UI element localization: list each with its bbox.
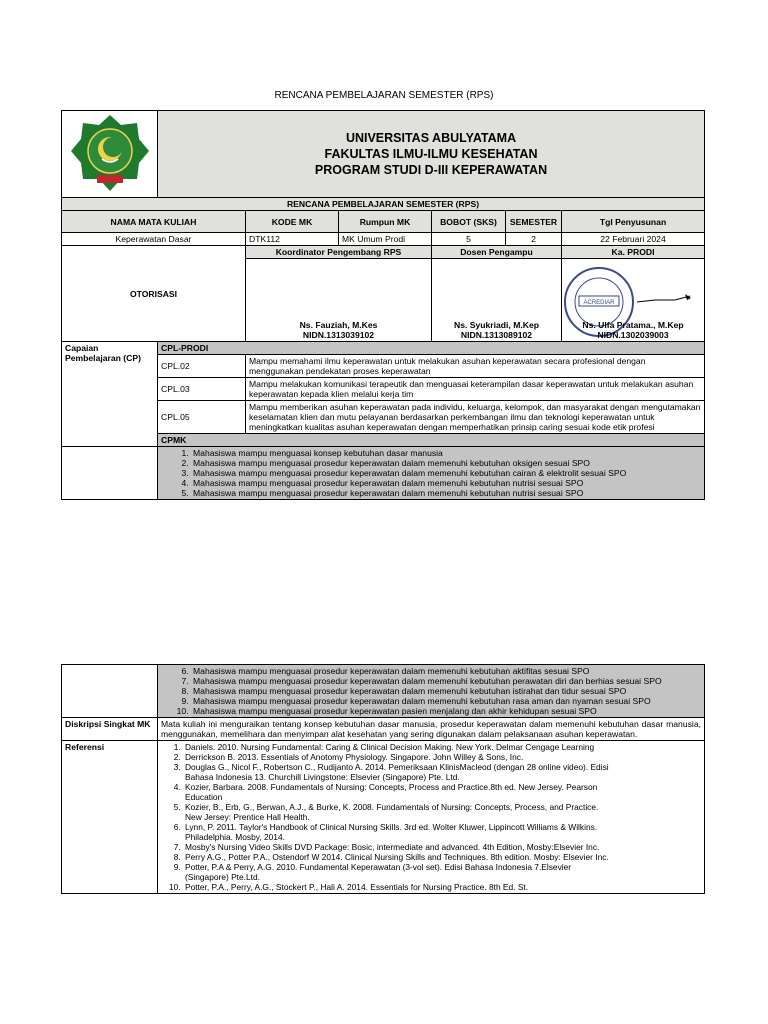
list-item: 5. Kozier, B., Erb, G., Berwan, A.J., & Burke, K. 2008. Fundamentals of Nursing: Concepts, Process, and Practice. New Jersey: Prentice Hall Health. — [183, 802, 614, 822]
cpl-text: Mampu memahami ilmu keperawatan untuk melakukan asuhan keperawatan secara profesional dengan menggunakan pendekatan proses keperawatan — [246, 355, 705, 378]
list-item: 4. Kozier, Barbara. 2008. Fundamentals of Nursing: Concepts, Process and Practice.8th ed. New Jersey. Pearson Education — [183, 782, 614, 802]
kaprodi-label: Ka. PRODI — [562, 246, 705, 259]
cpl-prodi-label: CPL-PRODI — [158, 342, 705, 355]
koordinator-nidn: NIDN.1313039102 — [302, 330, 375, 340]
list-item: 10. Mahasiswa mampu menguasai prosedur keperawatan pasien menjalang dan akhir kehidupan sesuai SPO — [191, 706, 701, 716]
cpmk-left-blank — [62, 665, 158, 718]
koordinator-label: Koordinator Pengembang RPS — [246, 246, 432, 259]
kaprodi-nidn: NIDN.1302039003 — [597, 330, 669, 340]
list-item: 2. Mahasiswa mampu menguasai prosedur keperawatan dalam memenuhi kebutuhan oksigen sesuai SPO — [191, 458, 701, 468]
university-logo-icon — [69, 113, 151, 193]
course-tgl: 22 Februari 2024 — [562, 233, 705, 246]
col-semester: SEMESTER — [506, 211, 562, 233]
course-kode: DTK112 — [246, 233, 339, 246]
col-nama-mk: NAMA MATA KULIAH — [62, 211, 246, 233]
list-item: 5. Mahasiswa mampu menguasai prosedur keperawatan dalam memenuhi kebutuhan nutrisi sesuai SPO — [191, 488, 701, 498]
col-kode-mk: KODE MK — [246, 211, 339, 233]
university-header — [158, 111, 705, 198]
referensi-list — [158, 741, 705, 894]
cpl-code: CPL.02 — [158, 355, 246, 378]
list-item: 8. Perry A.G., Potter P.A., Ostendorf W 2014. Clinical Nursing Skills and Techniques. 8th edition. Mosby: Elsevier Inc. — [183, 852, 614, 862]
col-rumpun-mk: Rumpun MK — [339, 211, 432, 233]
course-bobot: 5 — [432, 233, 506, 246]
cpl-text: Mampu melakukan komunikasi terapeutik dan menguasai keterampilan dasar keperawatan untuk melakukan asuhan keperawatan kepada klien melalui kerja tim — [246, 378, 705, 401]
deskripsi-label: Diskripsi Singkat MK — [62, 718, 158, 741]
rps-row-title: RENCANA PEMBELAJARAN SEMESTER (RPS) — [62, 198, 705, 211]
deskripsi-text: Mata kuliah ini menguraikan tentang konsep kebutuhan dasar manusia, prosedur keperawatan dalam memenuhi kebutuhan dasar manusia, menggunakan, memelihara dan menyimpan alat kesehatan yang sering digunakan dalam pelaksanaan asuhan keperawatan. — [158, 718, 705, 741]
list-item: 6. Mahasiswa mampu menguasai prosedur keperawatan dalam memenuhi kebutuhan aktifitas sesuai SPO — [191, 666, 701, 676]
logo-cell — [62, 111, 158, 198]
course-nama: Keperawatan Dasar — [62, 233, 246, 246]
koordinator-signature — [246, 259, 432, 342]
kaprodi-name: Ns. Ulfa Pratama., M.Kep — [582, 320, 684, 330]
cpl-text: Mampu memberikan asuhan keperawatan pada individu, keluarga, kelompok, dan masyarakat dengan mengutamakan keselamatan klien dan mutu pelayanan berdasarkan perkembangan ilmu dan teknologi keperawatan untuk meningkatkan kualitas asuhan keperawatan dengan memperhatikan prinsip caring sesuai kode etik profesi — [246, 401, 705, 434]
list-item: 3. Mahasiswa mampu menguasai prosedur keperawatan dalam memenuhi kebutuhan cairan & elektrolit sesuai SPO — [191, 468, 701, 478]
stamp-center-text: ACREDIAR — [583, 300, 615, 306]
kaprodi-signature — [562, 259, 705, 342]
list-item: 4. Mahasiswa mampu menguasai prosedur keperawatan dalam memenuhi kebutuhan nutrisi sesuai SPO — [191, 478, 701, 488]
cpmk-left-blank — [62, 447, 158, 500]
list-item: 10. Potter, P.A., Perry, A.G., Stockert P., Hali A. 2014. Essentials for Nursing Practice. 8th Ed. St. — [183, 882, 614, 892]
cpmk-list-page1 — [158, 447, 705, 500]
list-item: 7. Mosby's Nursing Video Skills DVD Package: Bosic, intermediate and advanced. 4th Edition, Mosby:Elsevier Inc. — [183, 842, 614, 852]
document-title: RENCANA PEMBELAJARAN SEMESTER (RPS) — [274, 90, 494, 101]
cpl-code: CPL.03 — [158, 378, 246, 401]
otorisasi-label: OTORISASI — [62, 246, 246, 342]
koordinator-name: Ns. Fauziah, M.Kes — [299, 320, 378, 330]
program-name: PROGRAM STUDI D-III KEPERAWATAN — [314, 163, 548, 177]
dosen-label: Dosen Pengampu — [432, 246, 562, 259]
course-semester: 2 — [506, 233, 562, 246]
cpmk-label: CPMK — [158, 434, 705, 447]
list-item: 7. Mahasiswa mampu menguasai prosedur keperawatan dalam memenuhi kebutuhan perawatan diri dan berhias sesuai SPO — [191, 676, 701, 686]
list-item: 8. Mahasiswa mampu menguasai prosedur keperawatan dalam memenuhi kebutuhan istirahat dan tidur sesuai SPO — [191, 686, 701, 696]
dosen-name: Ns. Syukriadi, M.Kep — [453, 320, 539, 330]
list-item: 6. Lynn, P. 2011. Taylor's Handbook of Clinical Nursing Skills. 3rd ed. Wolter Kluwer, Lippincott Williams & Wilkins. Philadelphia. Mosby, 2014. — [183, 822, 614, 842]
referensi-label: Referensi — [62, 741, 158, 894]
list-item: 3. Douglas G., Nicol F., Robertson C., Rudijanto A. 2014. Pemeriksaan KlinisMacleod (dengan 28 online video). Edisi Bahasa Indonesia 13. Churchill Livingstone: Elsevier (Singapore) Pte. Ltd. — [183, 762, 614, 782]
cpl-code: CPL.05 — [158, 401, 246, 434]
list-item: 2. Derrickson B. 2013. Essentials of Anotomy Physiology. Singapore. John Willey & Sons, Inc. — [183, 752, 614, 762]
course-rumpun: MK Umum Prodi — [339, 233, 432, 246]
university-name: UNIVERSITAS ABULYATAMA — [345, 131, 517, 145]
signature-mark-icon — [635, 288, 695, 308]
cp-label: Capaian Pembelajaran (CP) — [62, 342, 158, 447]
rps-table-page2 — [61, 664, 705, 894]
col-bobot: BOBOT (SKS) — [432, 211, 506, 233]
rps-table-page1 — [61, 110, 705, 500]
col-tgl: Tgl Penyusunan — [562, 211, 705, 233]
list-item: 9. Mahasiswa mampu menguasai prosedur keperawatan dalam memenuhi kebutuhan rasa aman dan nyaman sesuai SPO — [191, 696, 701, 706]
list-item: 1. Daniels. 2010. Nursing Fundamental: Caring & Clinical Decision Making. New York. Delmar Cengage Learning — [183, 742, 614, 752]
cpmk-list-page2 — [158, 665, 705, 718]
faculty-name: FAKULTAS ILMU-ILMU KESEHATAN — [324, 147, 538, 161]
list-item: 9. Potter, P.A & Perry, A.G. 2010. Fundamental Keperawatan (3-vol set). Edisi Bahasa Indonesia 7.Elsevier (Singapore) Pte.Ltd. — [183, 862, 614, 882]
dosen-signature — [432, 259, 562, 342]
dosen-nidn: NIDN.1313089102 — [460, 330, 533, 340]
list-item: 1. Mahasiswa mampu menguasai konsep kebutuhan dasar manusia — [191, 448, 701, 458]
